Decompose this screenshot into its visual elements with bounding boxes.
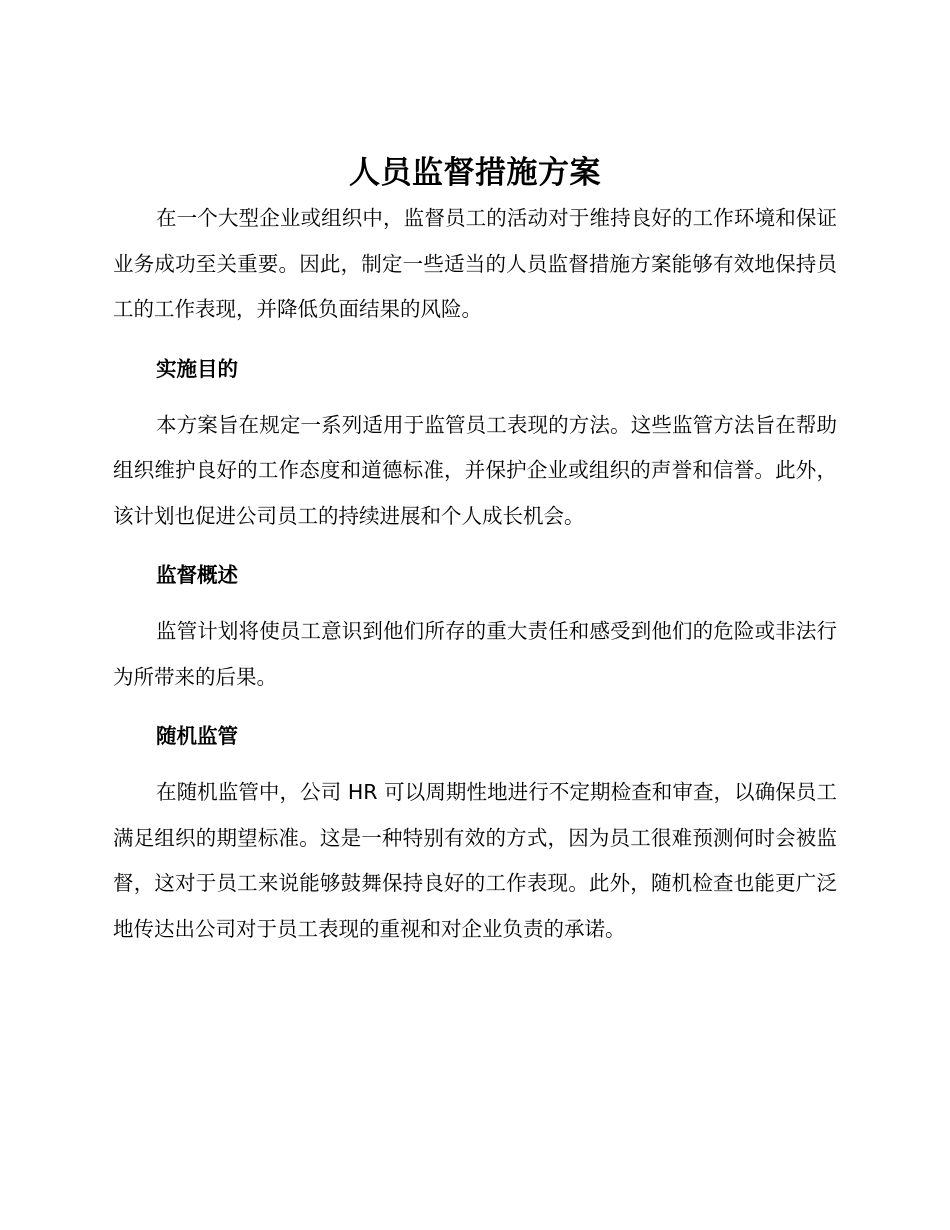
document-body	[113, 150, 837, 952]
section-paragraph-overview: 监管计划将使员工意识到他们所存的重大责任和感受到他们的危险或非法行为所带来的后果。	[113, 619, 837, 689]
intro-paragraph: 在一个大型企业或组织中，监督员工的活动对于维持良好的工作环境和保证业务成功至关重要。因此，制定一些适当的人员监督措施方案能够有效地保持员工的工作表现，并降低负面结果的风险。	[113, 206, 837, 321]
section-heading-overview: 监督概述	[156, 563, 238, 587]
section-heading-random-supervision: 随机监管	[156, 724, 238, 748]
section-paragraph-purpose: 本方案旨在规定一系列适用于监管员工表现的方法。这些监管方法旨在帮助组织维护良好的工作态度和道德标准，并保护企业或组织的声誉和信誉。此外，该计划也促进公司员工的持续进展和个人成长机会。	[113, 412, 837, 528]
section-paragraph-random-supervision: 在随机监管中，公司 HR 可以周期性地进行不定期检查和审查，以确保员工满足组织的期望标准。这是一种特别有效的方式，因为员工很难预测何时会被监督，这对于员工来说能够鼓舞保持良好的工作表现。此外，随机检查也能更广泛地传达出公司对于员工表现的重视和对企业负责的承诺。	[113, 780, 837, 941]
document-title: 人员监督措施方案	[349, 155, 601, 191]
section-heading-purpose: 实施目的	[156, 356, 238, 381]
